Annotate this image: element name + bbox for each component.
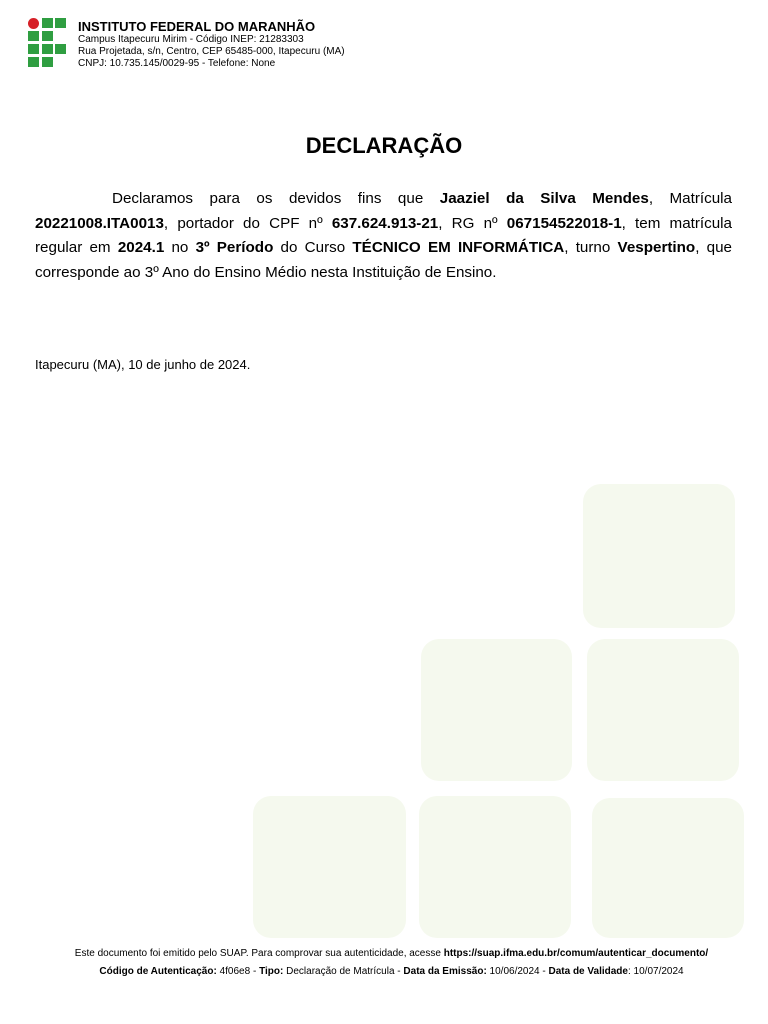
validity-date-label: Data de Validade	[548, 966, 628, 977]
watermark-block	[592, 798, 744, 938]
rg-number: 067154522018-1	[506, 214, 622, 232]
watermark-block	[253, 796, 406, 938]
logo-red-circle	[28, 18, 39, 29]
ifma-logo-icon	[28, 18, 68, 68]
declaration-paragraph	[35, 187, 732, 285]
declaration-text: , Matrícula	[648, 190, 732, 207]
watermark-block	[587, 639, 739, 781]
type-value: Declaração de Matrícula -	[283, 966, 404, 977]
emission-date-value: 10/06/2024 -	[486, 966, 549, 977]
declaration-text: Declaramos para os devidos fins que	[112, 190, 440, 207]
student-name: Jaaziel da Silva Mendes	[439, 190, 649, 207]
emission-date-label: Data da Emissão:	[403, 966, 487, 977]
document-title: DECLARAÇÃO	[305, 133, 463, 158]
registration-number: 20221008.ITA0013	[35, 214, 164, 232]
footer-text: Este documento foi emitido pelo SUAP. Para comprovar sua autenticidade, acesse	[74, 948, 444, 959]
cpf-number: 637.624.913-21	[331, 214, 439, 232]
declaration-text: , que corresponde ao 3º Ano do Ensino Médio nesta Instituição de Ensino.	[35, 239, 732, 281]
declaration-text: , tem matrícula regular em	[35, 214, 732, 256]
type-label: Tipo:	[259, 966, 284, 977]
authentication-link[interactable]: https://suap.ifma.edu.br/comum/autenticar_documento/	[443, 948, 709, 959]
watermark-block	[421, 639, 572, 781]
cnpj-line: CNPJ: 10.735.145/0029-95 - Telefone: None	[78, 58, 276, 69]
campus-line: Campus Itapecuru Mirim - Código INEP: 21283303	[78, 34, 304, 45]
auth-code-label: Código de Autenticação:	[99, 966, 217, 977]
validity-date-value: : 10/07/2024	[627, 966, 684, 977]
footer-authenticity-line	[0, 948, 768, 959]
declaration-text: , turno	[564, 239, 618, 256]
course-name: TÉCNICO EM INFORMÁTICA	[352, 239, 565, 256]
shift: Vespertino	[617, 239, 696, 256]
semester: 2024.1	[117, 239, 165, 256]
watermark-block	[583, 484, 735, 628]
institution-header	[78, 19, 345, 70]
auth-code-value: 4f06e8 -	[216, 966, 260, 977]
declaration-text: , portador do CPF nº	[163, 214, 332, 232]
declaration-text: , RG nº	[438, 214, 507, 232]
watermark-block	[419, 796, 571, 938]
institution-name: INSTITUTO FEDERAL DO MARANHÃO	[78, 19, 316, 34]
place-date: Itapecuru (MA), 10 de junho de 2024.	[35, 357, 251, 372]
period: 3º Período	[195, 239, 274, 256]
footer-metadata-line	[0, 966, 768, 977]
address-line: Rua Projetada, s/n, Centro, CEP 65485-000, Itapecuru (MA)	[78, 46, 345, 57]
declaration-text: no	[164, 239, 196, 256]
declaration-text: do Curso	[273, 239, 353, 256]
